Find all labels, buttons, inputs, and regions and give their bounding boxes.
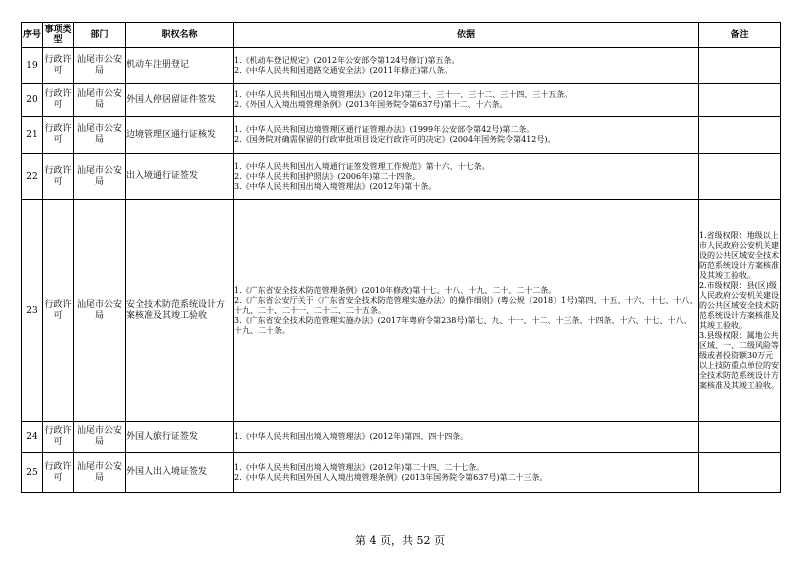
basis-line: 2.《中华人民共和国护照法》(2006年)第二十四条。 bbox=[234, 171, 421, 181]
basis-line: 1.《中华人民共和国出境入境管理法》(2012年)第四、四十四条。 bbox=[234, 432, 469, 441]
cell-basis bbox=[234, 84, 699, 117]
table-row bbox=[22, 154, 781, 200]
table-header-row bbox=[22, 23, 781, 48]
cell-note bbox=[699, 200, 781, 422]
table-row bbox=[22, 453, 781, 493]
cell-name: 安全技术防范系统设计方案核准及其竣工验收 bbox=[126, 200, 234, 422]
table-row bbox=[22, 48, 781, 84]
basis-line: 2.《中华人民共和国外国人入境出境管理条例》(2013年国务院令第637号)第二十三条。 bbox=[234, 472, 548, 482]
cell-note bbox=[699, 48, 781, 84]
cell-name: 外国人出入境证签发 bbox=[126, 453, 234, 493]
cell-dept: 汕尾市公安局 bbox=[74, 453, 126, 493]
table-row bbox=[22, 84, 781, 117]
cell-dept: 汕尾市公安局 bbox=[74, 117, 126, 154]
basis-line: 3.《中华人民共和国出境入境管理法》(2012年)第十条。 bbox=[234, 181, 437, 191]
basis-line: 2.《外国人入境出境管理条例》(2013年国务院令第637号)第十二、十六条。 bbox=[234, 100, 508, 109]
note-line: 1.省级权限：地级以上市人民政府公安机关建设的公共区域安全技术防范系统设计方案核准及其竣工验收。 bbox=[699, 230, 779, 280]
header-type: 事项类型 bbox=[43, 23, 74, 48]
cell-type: 行政许可 bbox=[43, 117, 74, 154]
cell-note bbox=[699, 117, 781, 154]
cell-seq: 25 bbox=[22, 453, 43, 493]
header-seq: 序号 bbox=[22, 23, 43, 48]
basis-line: 1.《机动车登记规定》(2012年公安部令第124号修订)第五条。 bbox=[234, 55, 460, 65]
basis-line: 1.《中华人民共和国出境入境管理法》(2012年)第三十、三十一、三十二、三十四、三十五条。 bbox=[234, 90, 573, 99]
cell-dept: 汕尾市公安局 bbox=[74, 84, 126, 117]
cell-type: 行政许可 bbox=[43, 422, 74, 453]
cell-seq: 23 bbox=[22, 200, 43, 422]
basis-line: 3.《广东省安全技术防范管理实施办法》(2017年粤府令第238号)第七、九、十一、十二、十三条、十四条、十六、十七、十八、十九、二十条。 bbox=[234, 315, 692, 335]
header-note: 备注 bbox=[699, 23, 781, 48]
cell-name: 外国人停居留证件签发 bbox=[126, 84, 234, 117]
cell-name: 边境管理区通行证核发 bbox=[126, 117, 234, 154]
permissions-table bbox=[21, 22, 781, 493]
cell-basis bbox=[234, 117, 699, 154]
basis-line: 1.《中华人民共和国出境入境管理法》(2012年)第二十四、二十七条。 bbox=[234, 462, 485, 472]
cell-note bbox=[699, 154, 781, 200]
cell-dept: 汕尾市公安局 bbox=[74, 200, 126, 422]
cell-seq: 19 bbox=[22, 48, 43, 84]
basis-line: 1.《中华人民共和国出入境通行证签发管理工作规范》第十六、十七条。 bbox=[234, 161, 490, 171]
note-line: 3.县级权限：属地公共区域、一、二级风险等级或者投资额30万元以上技防重点单位的安全技术防范系统设计方案核准及其竣工验收。 bbox=[699, 330, 779, 390]
table-row bbox=[22, 422, 781, 453]
cell-type: 行政许可 bbox=[43, 154, 74, 200]
cell-seq: 21 bbox=[22, 117, 43, 154]
cell-basis bbox=[234, 154, 699, 200]
cell-note bbox=[699, 422, 781, 453]
cell-dept: 汕尾市公安局 bbox=[74, 422, 126, 453]
basis-line: 2.《中华人民共和国道路交通安全法》(2011年修正)第八条。 bbox=[234, 65, 453, 75]
cell-type: 行政许可 bbox=[43, 84, 74, 117]
header-basis: 依据 bbox=[234, 23, 699, 48]
cell-seq: 24 bbox=[22, 422, 43, 453]
cell-name: 出入境通行证签发 bbox=[126, 154, 234, 200]
basis-line: 1.《中华人民共和国边境管理区通行证管理办法》(1999年公安部令第42号)第二条。 bbox=[234, 125, 535, 134]
cell-dept: 汕尾市公安局 bbox=[74, 154, 126, 200]
basis-line: 2.《广东省公安厅关于〈广东省安全技术防范管理实施办法〉的操作细则》(粤公规〔2018〕1号)第四、十五、十六、十七、十八、十九、二十、二十一、二十二、二十五条。 bbox=[234, 295, 698, 315]
cell-basis bbox=[234, 453, 699, 493]
note-line: 2.市级权限：县(区)级人民政府公安机关建设的公共区域安全技术防范系统设计方案核准及其竣工验收。 bbox=[699, 280, 779, 330]
cell-basis bbox=[234, 422, 699, 453]
cell-name: 机动车注册登记 bbox=[126, 48, 234, 84]
cell-note bbox=[699, 84, 781, 117]
basis-line: 1.《广东省安全技术防范管理条例》(2010年修改)第十七、十八、十九、二十、二十二条。 bbox=[234, 285, 557, 295]
cell-seq: 22 bbox=[22, 154, 43, 200]
table-row bbox=[22, 200, 781, 422]
cell-seq: 20 bbox=[22, 84, 43, 117]
cell-basis bbox=[234, 48, 699, 84]
table-row bbox=[22, 117, 781, 154]
cell-dept: 汕尾市公安局 bbox=[74, 48, 126, 84]
header-name: 职权名称 bbox=[126, 23, 234, 48]
cell-type: 行政许可 bbox=[43, 453, 74, 493]
cell-basis bbox=[234, 200, 699, 422]
cell-type: 行政许可 bbox=[43, 48, 74, 84]
cell-type: 行政许可 bbox=[43, 200, 74, 422]
basis-line: 2.《国务院对确需保留的行政审批项目设定行政许可的决定》(2004年国务院令第412号)。 bbox=[234, 135, 556, 144]
cell-name: 外国人旅行证签发 bbox=[126, 422, 234, 453]
cell-note bbox=[699, 453, 781, 493]
header-dept: 部门 bbox=[74, 23, 126, 48]
page-footer: 第 4 页，共 52 页 bbox=[355, 534, 445, 547]
